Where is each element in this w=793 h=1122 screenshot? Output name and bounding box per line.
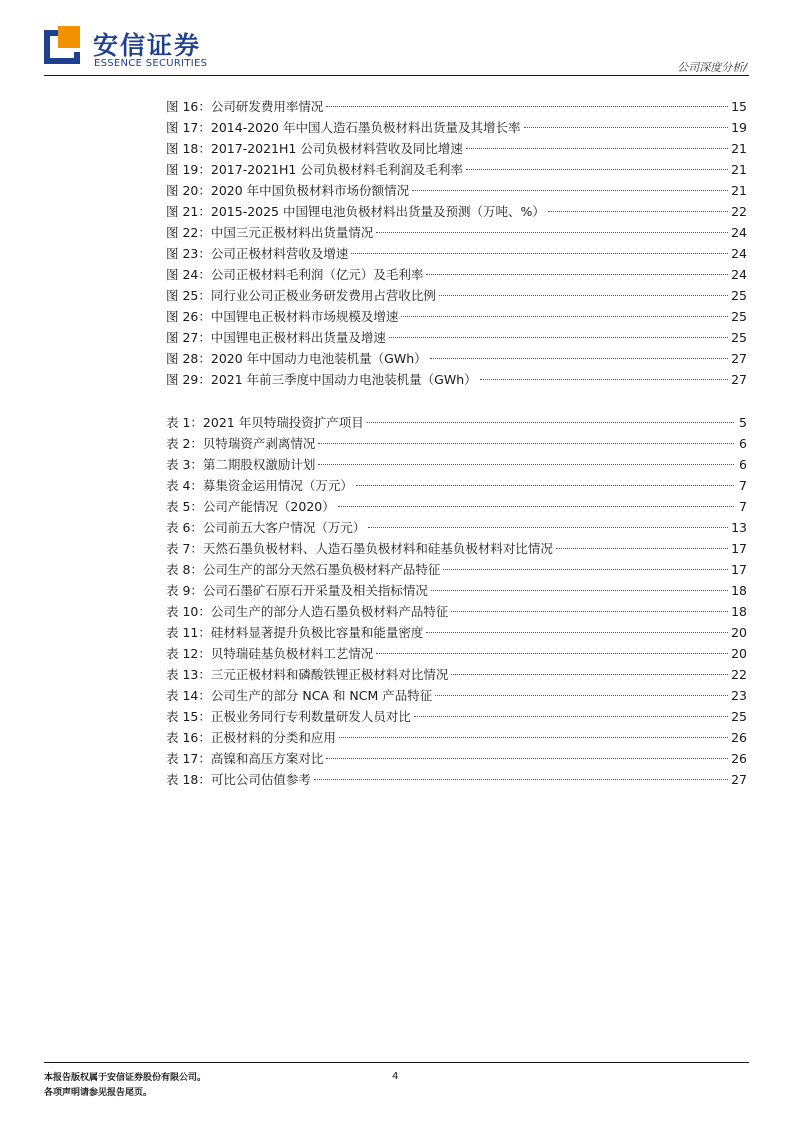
copyright-notice: 本报告版权属于安信证券股份有限公司。 [44,1073,207,1083]
toc-entry[interactable]: 表 1：2021 年贝特瑞投资扩产项目 5 [166,415,747,430]
toc-entry[interactable]: 表 16：正极材料的分类和应用 26 [166,730,747,745]
toc-entry[interactable]: 图 18：2017-2021H1 公司负极材料营收及同比增速 21 [166,141,747,156]
toc-entry[interactable]: 图 23：公司正极材料营收及增速 24 [166,246,747,261]
toc-entry[interactable]: 图 19：2017-2021H1 公司负极材料毛利润及毛利率 21 [166,162,747,177]
toc-entry[interactable]: 图 17：2014-2020 年中国人造石墨负极材料出货量及其增长率 19 [166,120,747,135]
toc-entry[interactable]: 表 2：贝特瑞资产剥离情况 6 [166,436,747,451]
toc-entry[interactable]: 图 26：中国锂电正极材料市场规模及增速 25 [166,309,747,324]
toc-entry[interactable]: 图 29：2021 年前三季度中国动力电池装机量（GWh） 27 [166,372,747,387]
toc-entry[interactable]: 图 16：公司研发费用率情况 15 [166,99,747,114]
toc-entry[interactable]: 表 14：公司生产的部分 NCA 和 NCM 产品特征 23 [166,688,747,703]
report-type: 公司深度分析/ [677,61,747,74]
toc-entry[interactable]: 表 12：贝特瑞硅基负极材料工艺情况 20 [166,646,747,661]
toc-entry[interactable]: 图 25：同行业公司正极业务研发费用占营收比例 25 [166,288,747,303]
toc-entry[interactable]: 表 4：募集资金运用情况（万元） 7 [166,478,747,493]
toc-entry[interactable]: 表 10：公司生产的部分人造石墨负极材料产品特征 18 [166,604,747,619]
toc-entry[interactable]: 表 11：硅材料显著提升负极比容量和能量密度 20 [166,625,747,640]
toc-entry[interactable]: 表 5：公司产能情况（2020） 7 [166,499,747,514]
brand-name-cn: 安信证券 [93,31,202,60]
toc-entry[interactable]: 图 28：2020 年中国动力电池装机量（GWh） 27 [166,351,747,366]
page-number: 4 [392,1071,399,1082]
essence-logo-icon [44,26,84,66]
brand-name-en: ESSENCE SECURITIES [94,58,208,69]
toc-entry[interactable]: 表 6：公司前五大客户情况（万元） 13 [166,520,747,535]
header-divider [44,75,749,76]
toc-entry[interactable]: 表 15：正极业务同行专利数量研发人员对比 25 [166,709,747,724]
toc-entry[interactable]: 图 20：2020 年中国负极材料市场份额情况 21 [166,183,747,198]
toc-entry[interactable]: 表 3：第二期股权激励计划 6 [166,457,747,472]
footer-divider [44,1062,749,1063]
toc-entry[interactable]: 表 13：三元正极材料和磷酸铁锂正极材料对比情况 22 [166,667,747,682]
toc-entry[interactable]: 表 7：天然石墨负极材料、人造石墨负极材料和硅基负极材料对比情况 17 [166,541,747,556]
disclaimer-notice: 各项声明请参见报告尾页。 [44,1088,153,1098]
page-header [0,0,793,80]
toc-entry[interactable]: 图 27：中国锂电正极材料出货量及增速 25 [166,330,747,345]
toc-entry[interactable]: 表 8：公司生产的部分天然石墨负极材料产品特征 17 [166,562,747,577]
toc-entry[interactable]: 表 9：公司石墨矿石原石开采量及相关指标情况 18 [166,583,747,598]
toc-entry[interactable]: 图 21：2015-2025 中国锂电池负极材料出货量及预测（万吨、%） 22 [166,204,747,219]
toc-entry[interactable]: 图 22：中国三元正极材料出货量情况 24 [166,225,747,240]
toc-entry[interactable]: 图 24：公司正极材料毛利润（亿元）及毛利率 24 [166,267,747,282]
toc-entry[interactable]: 表 17：高镍和高压方案对比 26 [166,751,747,766]
toc-entry[interactable]: 表 18：可比公司估值参考 27 [166,772,747,787]
